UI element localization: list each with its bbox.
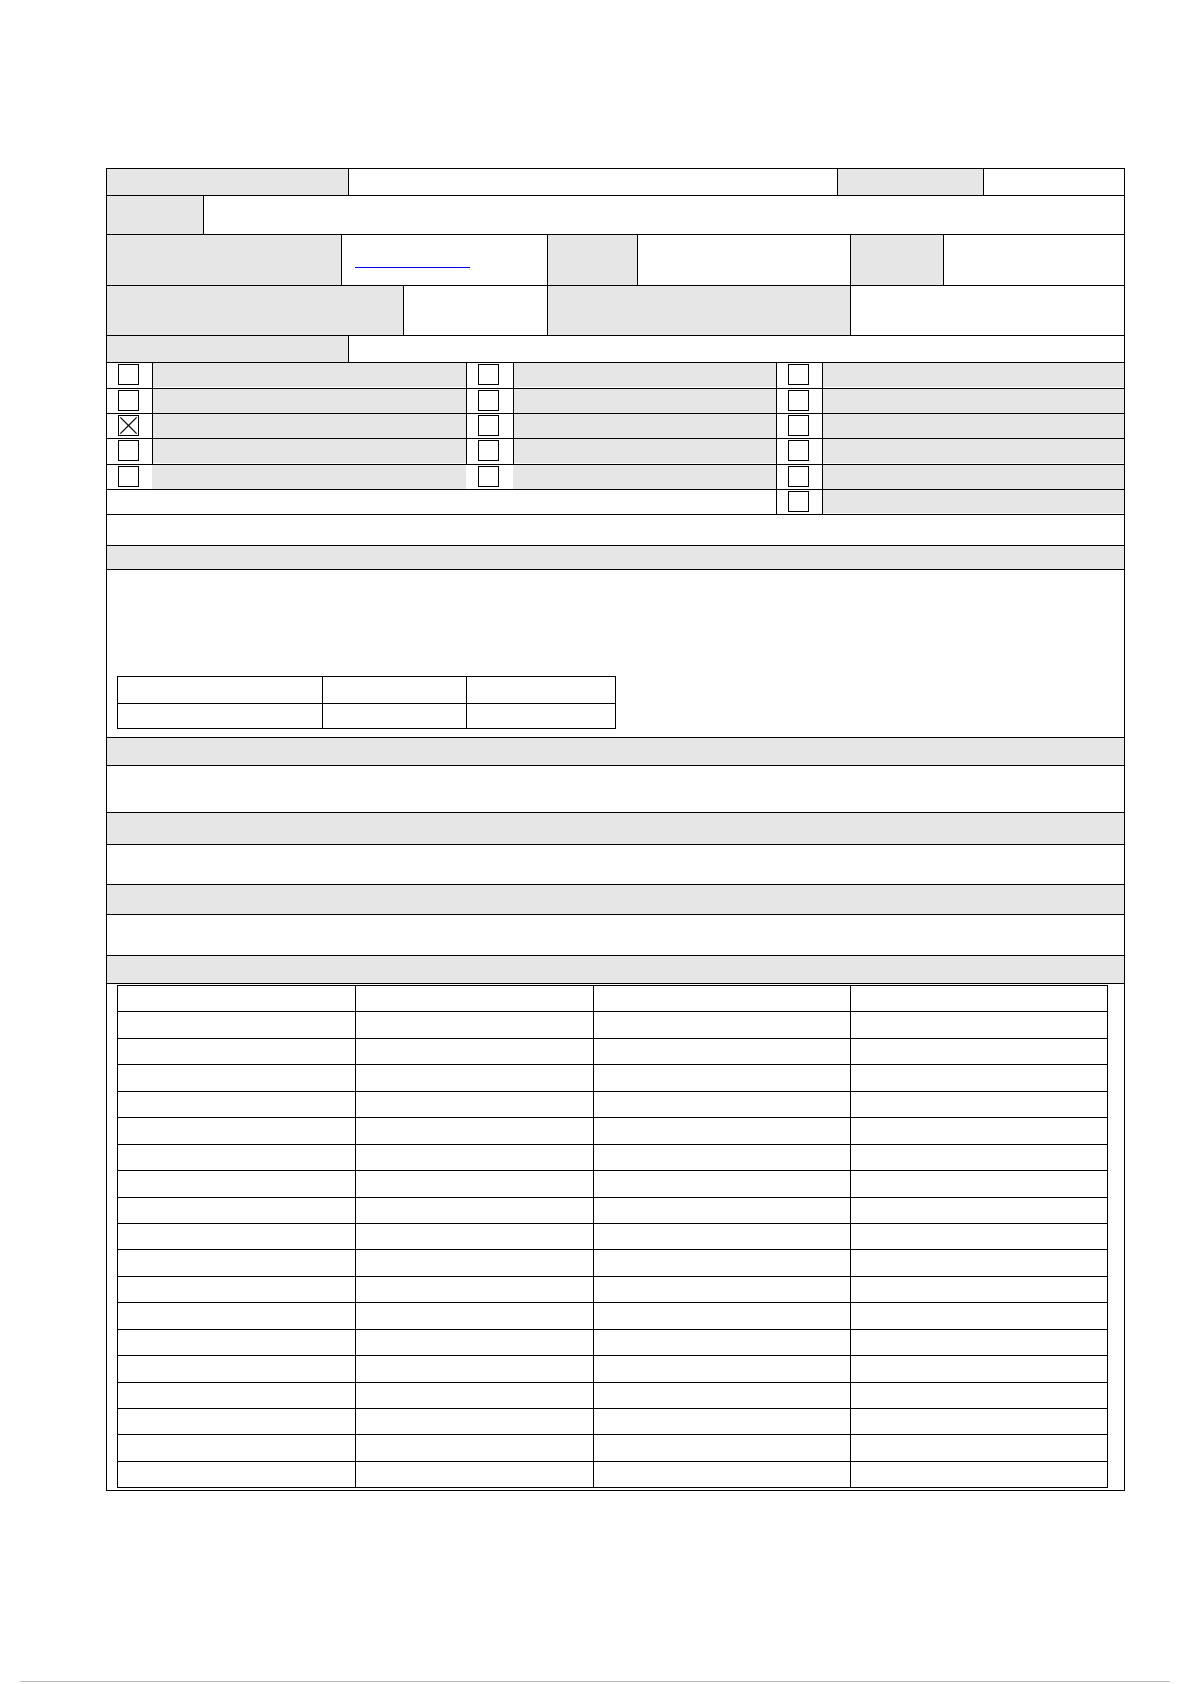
table-row: [117, 1064, 1107, 1091]
table-row: [117, 1329, 1107, 1355]
section-header: [106, 885, 1124, 914]
small-table-cell[interactable]: [118, 677, 322, 703]
option-checkbox-r2c3[interactable]: [788, 390, 809, 411]
table-cell[interactable]: [851, 1198, 1107, 1223]
table-cell[interactable]: [118, 1462, 355, 1487]
frame-bottom: [106, 1490, 1125, 1491]
grid-line: [106, 545, 1125, 546]
option-label-cell: [513, 388, 776, 413]
table-cell[interactable]: [356, 1356, 593, 1382]
grid-line: [106, 362, 1125, 363]
small-table-line: [117, 728, 616, 729]
option-checkbox-r5c1[interactable]: [118, 466, 139, 487]
table-cell[interactable]: [356, 1171, 593, 1197]
checkmark-x-icon: [119, 416, 138, 435]
option-checkbox-r3c3[interactable]: [788, 415, 809, 436]
grid-line: [106, 413, 1125, 414]
option-label-cell: [822, 489, 1124, 513]
table-cell[interactable]: [851, 1277, 1107, 1302]
table-cell[interactable]: [851, 1330, 1107, 1355]
grid-line: [106, 844, 1125, 845]
grid-line: [106, 234, 1125, 235]
big-table-line: [117, 1487, 1108, 1488]
grid-line: [943, 234, 944, 286]
entry-field[interactable]: [944, 235, 1124, 285]
grid-line: [637, 234, 638, 286]
grid-line: [106, 388, 1125, 389]
label-cell: [548, 286, 850, 335]
table-row: [117, 1382, 1107, 1408]
table-cell[interactable]: [851, 1012, 1107, 1038]
table-cell[interactable]: [356, 1012, 593, 1038]
table-cell[interactable]: [118, 1118, 355, 1144]
grid-line: [837, 168, 838, 196]
option-checkbox-r1c2[interactable]: [478, 364, 499, 385]
grid-line: [547, 234, 548, 286]
grid-line: [106, 955, 1125, 956]
table-row: [117, 1091, 1107, 1117]
table-cell[interactable]: [594, 1224, 850, 1249]
option-label-cell: [513, 464, 776, 489]
grid-line: [106, 737, 1125, 738]
label-cell: [851, 235, 943, 285]
table-row: [117, 985, 1107, 1011]
table-cell[interactable]: [594, 1145, 850, 1170]
text-area[interactable]: [106, 845, 1124, 884]
entry-field[interactable]: [204, 196, 1124, 234]
grid-line: [776, 362, 777, 515]
table-cell[interactable]: [118, 1303, 355, 1329]
table-cell[interactable]: [118, 1065, 355, 1091]
table-cell[interactable]: [356, 1383, 593, 1408]
option-label-cell: [513, 413, 776, 438]
frame-right: [1124, 168, 1125, 1491]
table-cell[interactable]: [851, 1145, 1107, 1170]
table-cell[interactable]: [851, 986, 1107, 1011]
label-cell: [106, 286, 403, 335]
option-checkbox-r5c3[interactable]: [788, 466, 809, 487]
grid-line: [466, 362, 467, 465]
grid-line: [403, 285, 404, 336]
table-cell[interactable]: [851, 1250, 1107, 1276]
option-checkbox-r1c1[interactable]: [118, 364, 139, 385]
table-cell[interactable]: [851, 1224, 1107, 1249]
table-cell[interactable]: [356, 1409, 593, 1434]
table-cell[interactable]: [851, 1462, 1107, 1487]
big-table-line: [1107, 985, 1108, 1488]
table-row: [117, 1170, 1107, 1197]
grid-line: [106, 195, 1125, 196]
entry-field[interactable]: [349, 168, 837, 195]
option-checkbox-r5c2[interactable]: [478, 466, 499, 487]
section-header: [106, 813, 1124, 844]
table-cell[interactable]: [594, 1118, 850, 1144]
link-field[interactable]: [342, 235, 547, 285]
table-cell[interactable]: [118, 1277, 355, 1302]
table-cell[interactable]: [118, 1012, 355, 1038]
option-label-cell: [152, 438, 466, 463]
small-table-cell[interactable]: [323, 677, 466, 703]
table-cell[interactable]: [594, 1409, 850, 1434]
label-cell: [106, 235, 341, 285]
table-cell[interactable]: [594, 1330, 850, 1355]
table-cell[interactable]: [594, 1065, 850, 1091]
option-label-cell: [822, 362, 1124, 387]
table-cell[interactable]: [851, 1039, 1107, 1064]
table-cell[interactable]: [851, 1409, 1107, 1434]
option-label-cell: [822, 388, 1124, 413]
grid-line: [513, 362, 514, 465]
table-row: [117, 1117, 1107, 1144]
option-checkbox-r4c2[interactable]: [478, 440, 499, 461]
option-checkbox-r3c1[interactable]: [118, 415, 139, 436]
table-cell[interactable]: [594, 1250, 850, 1276]
option-label-cell: [822, 438, 1124, 463]
section-header: [106, 956, 1124, 983]
table-cell[interactable]: [118, 986, 355, 1011]
grid-line: [348, 335, 349, 363]
small-table-cell[interactable]: [323, 704, 466, 728]
table-cell[interactable]: [356, 1118, 593, 1144]
small-table-line: [615, 676, 616, 729]
table-cell[interactable]: [118, 1171, 355, 1197]
table-cell[interactable]: [118, 1383, 355, 1408]
entry-field[interactable]: [851, 286, 1124, 335]
grid-line: [850, 234, 851, 286]
table-cell[interactable]: [594, 1039, 850, 1064]
table-cell[interactable]: [356, 1198, 593, 1223]
table-cell[interactable]: [851, 1303, 1107, 1329]
text-area[interactable]: [106, 766, 1124, 812]
frame-left: [106, 168, 107, 1491]
table-cell[interactable]: [594, 1462, 850, 1487]
grid-line: [348, 168, 349, 196]
grid-line: [106, 569, 1125, 570]
table-cell[interactable]: [118, 1198, 355, 1223]
text-area[interactable]: [106, 514, 1124, 544]
table-cell[interactable]: [356, 1303, 593, 1329]
table-cell[interactable]: [118, 1224, 355, 1249]
label-cell: [838, 168, 983, 195]
table-cell[interactable]: [851, 1171, 1107, 1197]
table-cell[interactable]: [118, 1356, 355, 1382]
small-table-cell[interactable]: [467, 704, 615, 728]
option-label-cell: [152, 464, 466, 489]
table-cell[interactable]: [118, 1435, 355, 1461]
table-cell[interactable]: [118, 1409, 355, 1434]
entry-field[interactable]: [404, 286, 547, 335]
grid-line: [106, 489, 1125, 490]
grid-line: [106, 514, 1125, 515]
table-row: [117, 1461, 1107, 1487]
table-row: [117, 1434, 1107, 1461]
table-cell[interactable]: [356, 1145, 593, 1170]
table-cell[interactable]: [594, 1198, 850, 1223]
grid-line: [106, 335, 1125, 336]
table-cell[interactable]: [356, 1039, 593, 1064]
table-row: [117, 1276, 1107, 1302]
table-row: [117, 1408, 1107, 1434]
table-row: [117, 1011, 1107, 1038]
table-cell[interactable]: [851, 1092, 1107, 1117]
option-label-cell: [152, 388, 466, 413]
table-cell[interactable]: [118, 1145, 355, 1170]
grid-line: [983, 168, 984, 196]
section-header: [106, 738, 1124, 765]
grid-line: [152, 362, 153, 465]
table-cell[interactable]: [594, 1092, 850, 1117]
table-cell[interactable]: [356, 1224, 593, 1249]
grid-line: [203, 195, 204, 235]
table-row: [117, 1144, 1107, 1170]
grid-line: [106, 438, 1125, 439]
table-cell[interactable]: [851, 1065, 1107, 1091]
option-label-cell: [513, 362, 776, 387]
entry-field[interactable]: [984, 168, 1124, 195]
table-cell[interactable]: [851, 1118, 1107, 1144]
grid-line: [822, 362, 823, 515]
grid-line: [106, 765, 1125, 766]
entry-field[interactable]: [349, 336, 1124, 362]
table-cell[interactable]: [356, 1277, 593, 1302]
table-cell[interactable]: [118, 1092, 355, 1117]
small-table-cell[interactable]: [118, 704, 322, 728]
label-cell: [106, 336, 348, 362]
option-checkbox-r1c3[interactable]: [788, 364, 809, 385]
grid-line: [850, 285, 851, 336]
table-row: [117, 1355, 1107, 1382]
table-cell[interactable]: [594, 1383, 850, 1408]
table-row: [117, 1197, 1107, 1223]
label-cell: [106, 196, 203, 234]
table-cell[interactable]: [118, 1250, 355, 1276]
section-header: [106, 545, 1124, 569]
grid-line: [106, 168, 1125, 169]
grid-line: [106, 983, 1125, 984]
table-cell[interactable]: [594, 986, 850, 1011]
label-cell: [548, 235, 637, 285]
table-cell[interactable]: [594, 1277, 850, 1302]
table-row: [117, 1249, 1107, 1276]
table-cell[interactable]: [356, 1462, 593, 1487]
table-cell[interactable]: [356, 1092, 593, 1117]
table-cell[interactable]: [356, 1250, 593, 1276]
table-cell[interactable]: [594, 1012, 850, 1038]
option-label-cell: [822, 413, 1124, 438]
option-label-cell: [152, 362, 466, 387]
grid-line: [106, 285, 1125, 286]
table-row: [117, 1038, 1107, 1064]
option-label-cell: [822, 464, 1124, 489]
grid-line: [106, 464, 1125, 465]
table-cell[interactable]: [594, 1356, 850, 1382]
table-cell[interactable]: [851, 1435, 1107, 1461]
option-checkbox-r3c2[interactable]: [478, 415, 499, 436]
small-table-cell[interactable]: [467, 677, 615, 703]
table-cell[interactable]: [594, 1171, 850, 1197]
table-cell[interactable]: [356, 1330, 593, 1355]
grid-line: [106, 884, 1125, 885]
text-area[interactable]: [106, 915, 1124, 955]
table-row: [117, 1302, 1107, 1329]
grid-line: [341, 234, 342, 286]
table-cell[interactable]: [594, 1435, 850, 1461]
table-cell[interactable]: [356, 1435, 593, 1461]
entry-field[interactable]: [638, 235, 850, 285]
label-cell: [106, 168, 348, 195]
table-cell[interactable]: [851, 1356, 1107, 1382]
table-cell[interactable]: [356, 986, 593, 1011]
option-label-cell: [152, 413, 466, 438]
grid-line: [547, 285, 548, 336]
grid-line: [106, 914, 1125, 915]
table-cell[interactable]: [594, 1303, 850, 1329]
grid-line: [106, 812, 1125, 813]
option-checkbox-r2c1[interactable]: [118, 390, 139, 411]
option-checkbox-r2c2[interactable]: [478, 390, 499, 411]
hyperlink-underline[interactable]: [355, 267, 470, 268]
table-cell[interactable]: [851, 1383, 1107, 1408]
option-checkbox-r4c3[interactable]: [788, 440, 809, 461]
footer-rule: [20, 1681, 1170, 1682]
option-checkbox-r4c1[interactable]: [118, 440, 139, 461]
option-checkbox-r6c3[interactable]: [788, 491, 809, 512]
option-label-cell: [513, 438, 776, 463]
table-cell[interactable]: [356, 1065, 593, 1091]
table-row: [117, 1223, 1107, 1249]
table-cell[interactable]: [118, 1330, 355, 1355]
table-cell[interactable]: [118, 1039, 355, 1064]
